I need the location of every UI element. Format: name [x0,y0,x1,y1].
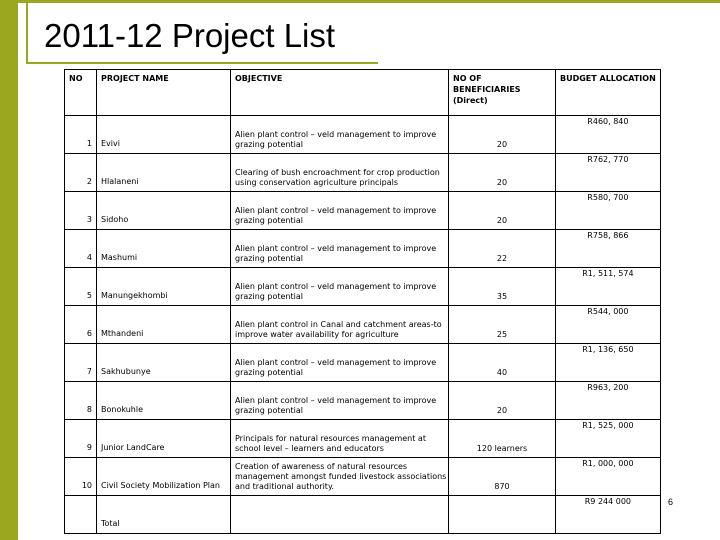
project-table [64,69,661,534]
header-no: NO [65,70,97,116]
project-name: Manungekhombi [97,268,231,306]
project-name: Civil Society Mobilization Plan [97,458,231,496]
budget-amount: R460, 840 [556,116,661,154]
total-empty-cell [449,496,556,534]
row-number: 7 [65,344,97,382]
project-name: Mashumi [97,230,231,268]
total-empty-cell [231,496,449,534]
project-name: Bonokuhle [97,382,231,420]
table-row [65,458,661,496]
beneficiaries-count: 120 learners [449,420,556,458]
header-beneficiaries: NO OF BENEFICIARIES (Direct) [449,70,556,116]
project-name: Mthandeni [97,306,231,344]
table-row [65,154,661,192]
budget-amount: R580, 700 [556,192,661,230]
beneficiaries-count: 20 [449,154,556,192]
beneficiaries-count: 20 [449,192,556,230]
project-objective: Clearing of bush encroachment for crop production using conservation agriculture principals [231,154,449,192]
title-rule-vertical [26,0,28,64]
budget-amount: R762, 770 [556,154,661,192]
total-label: Total [97,496,231,534]
top-accent-bar [18,0,720,3]
budget-amount: R1, 525, 000 [556,420,661,458]
header-project-name: PROJECT NAME [97,70,231,116]
row-number: 8 [65,382,97,420]
row-number: 1 [65,116,97,154]
project-objective: Alien plant control in Canal and catchment areas-to improve water availability for agriculture [231,306,449,344]
table-row [65,192,661,230]
table-row [65,344,661,382]
left-accent-bar [0,0,18,540]
project-name: Junior LandCare [97,420,231,458]
budget-amount: R1, 000, 000 [556,458,661,496]
row-number: 10 [65,458,97,496]
beneficiaries-count: 35 [449,268,556,306]
project-name: Sidoho [97,192,231,230]
row-number: 5 [65,268,97,306]
table-row [65,268,661,306]
total-budget: R9 244 000 [556,496,661,534]
page-title: 2011-12 Project List [44,17,336,54]
beneficiaries-count: 870 [449,458,556,496]
project-objective: Alien plant control – veld management to improve grazing potential [231,344,449,382]
project-objective: Alien plant control – veld management to improve grazing potential [231,382,449,420]
table-row [65,306,661,344]
total-empty-cell [65,496,97,534]
budget-amount: R1, 136, 650 [556,344,661,382]
project-name: Hlalaneni [97,154,231,192]
beneficiaries-count: 20 [449,382,556,420]
table-row [65,230,661,268]
project-objective: Alien plant control – veld management to improve grazing potential [231,192,449,230]
header-objective: OBJECTIVE [231,70,449,116]
table-header-row [65,70,661,116]
table-row [65,382,661,420]
table-row [65,420,661,458]
page-number: 6 [668,497,674,507]
beneficiaries-count: 22 [449,230,556,268]
budget-amount: R1, 511, 574 [556,268,661,306]
beneficiaries-count: 20 [449,116,556,154]
project-objective: Principals for natural resources management at school level – learners and educators [231,420,449,458]
row-number: 4 [65,230,97,268]
project-name: Sakhubunye [97,344,231,382]
title-rule-horizontal [26,62,378,64]
row-number: 6 [65,306,97,344]
project-name: Evivi [97,116,231,154]
budget-amount: R963, 200 [556,382,661,420]
beneficiaries-count: 25 [449,306,556,344]
header-budget-allocation: BUDGET ALLOCATION [556,70,661,116]
row-number: 3 [65,192,97,230]
project-objective: Alien plant control – veld management to improve grazing potential [231,268,449,306]
beneficiaries-count: 40 [449,344,556,382]
budget-amount: R544, 000 [556,306,661,344]
row-number: 9 [65,420,97,458]
project-objective: Creation of awareness of natural resources management amongst funded livestock associations and traditional authority. [231,458,449,496]
project-objective: Alien plant control – veld management to improve grazing potential [231,116,449,154]
table-row [65,116,661,154]
budget-amount: R758, 866 [556,230,661,268]
row-number: 2 [65,154,97,192]
total-row [65,496,661,534]
project-objective: Alien plant control – veld management to improve grazing potential [231,230,449,268]
